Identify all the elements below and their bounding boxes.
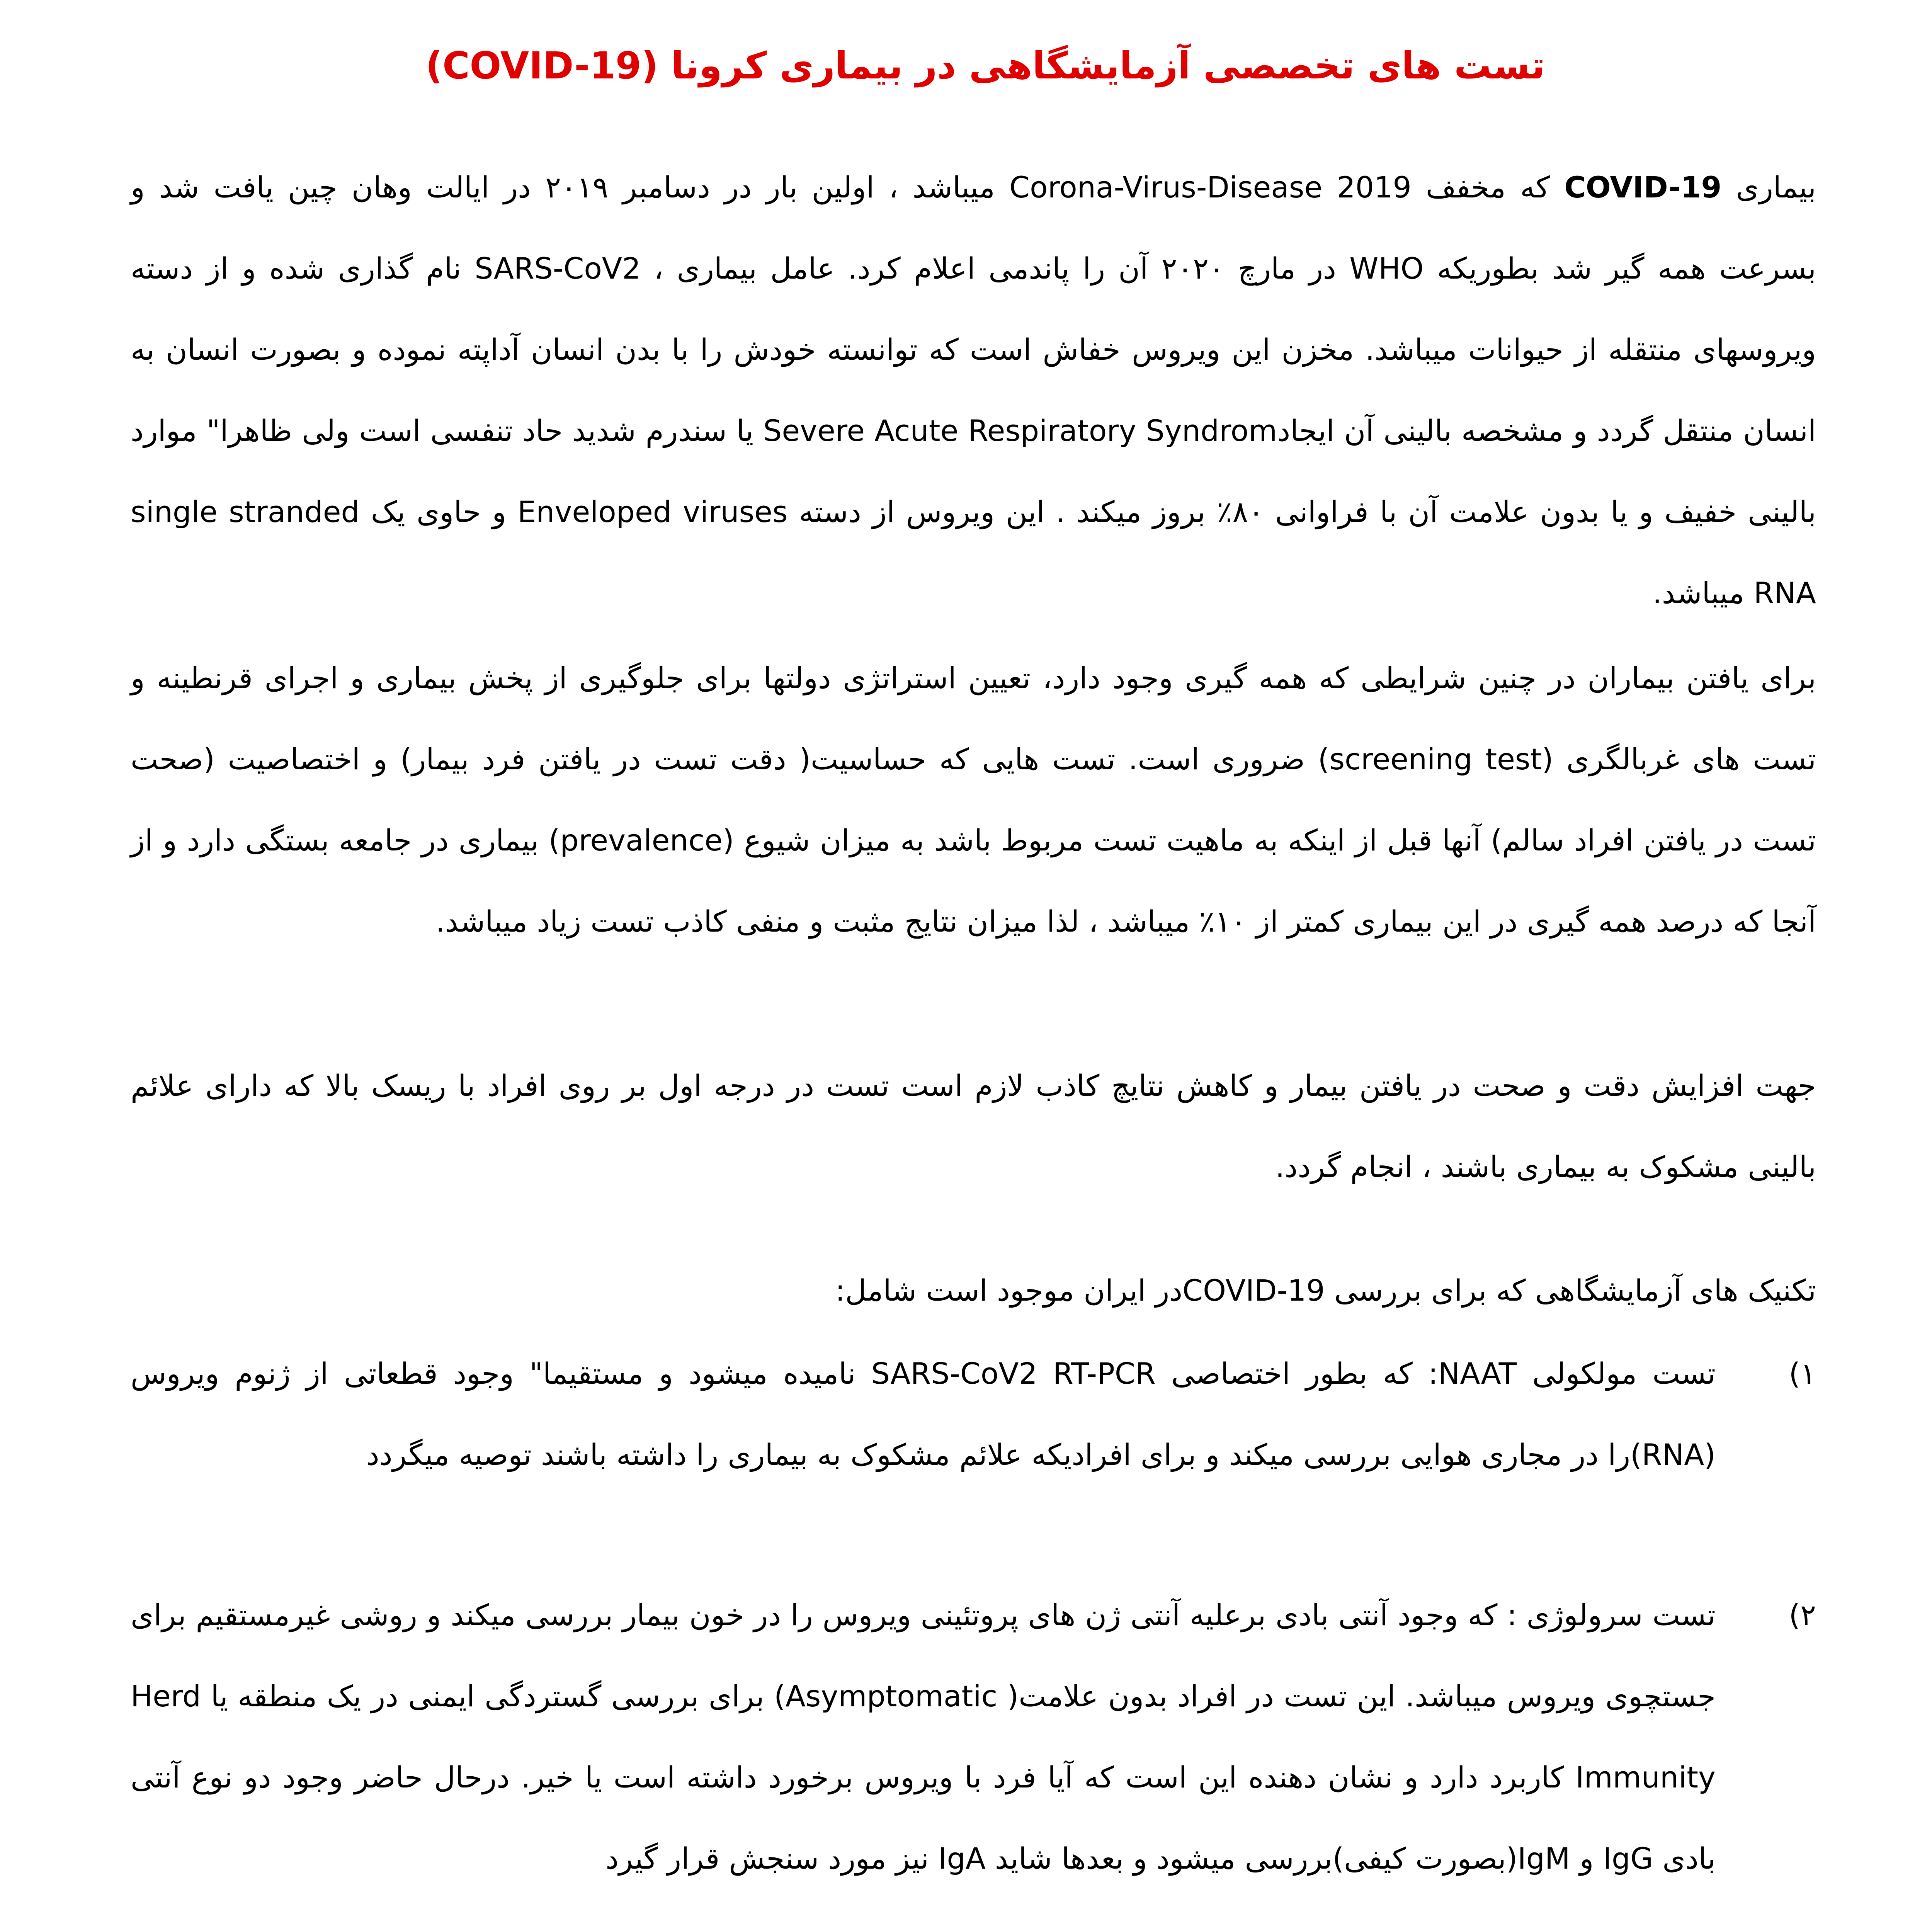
intro-text-rest: که مخفف Corona-Virus-Disease 2019 میباشد ، اولین بار در دسامبر ۲۰۱۹ در ایالت وهان چین یافت شد و بسرعت همه گیر شد بطوریکه WHO در مارچ ۲۰۲۰ آن را پاندمی اعلام کرد. عامل بیماری ، SARS-CoV2 نام گذاری شده و از دسته ویروسهای منتقله از حیوانات میباشد. مخزن این ویروس خفاش است که توانسته خودش را با بدن انسان آداپته نموده و بصورت انسان به انسان منتقل گردد و مشخصه بالینی آن ایجادSevere Acute Respiratory Syndrom یا سندرم شدید حاد تنفسی است ولی ظاهرا" موارد بالینی خفیف و یا بدون علامت آن با فراوانی ۸۰٪ بروز میکند . این ویروس از دسته Enveloped viruses و حاوی یک single stranded RNA میباشد. <box>131 170 1816 610</box>
page-title: تست های تخصصی آزمایشگاهی در بیماری کرونا (COVID-19) <box>425 44 1545 87</box>
list-item-number: ۲) <box>1789 1598 1816 1632</box>
accuracy-paragraph: جهت افزایش دقت و صحت در یافتن بیمار و کاهش نتایچ کاذب لازم است تست در درجه اول بر روی افراد با ریسک بالا که دارای علائم بالینی مشکوک به بیماری باشند ، انجام گردد. <box>131 1068 1816 1184</box>
intro-text-start: بیماری <box>1721 170 1816 204</box>
techniques-intro: تکنیک های آزمایشگاهی که برای بررسی COVID-19در ایران موجود است شامل: <box>835 1273 1816 1308</box>
screening-paragraph: برای یافتن بیماران در چنین شرایطی که همه گیری وجود دارد، تعیین استراتژی دولتها برای جلوگیری از پخش بیماری و اجرای قرنطینه و تست های غربالگری (screening test) ضروری است. تست هایی که حساسیت( دقت تست در یافتن فرد بیمار) و اختصاصیت (صحت تست در یافتن افراد سالم) آنها قبل از اینکه به ماهیت تست مربوط باشد به میزان شیوع (prevalence) بیماری در جامعه بستگی دارد و از آنجا که درصد همه گیری در این بیماری کمتر از ۱۰٪ میباشد ، لذا میزان نتایج مثبت و منفی کاذب تست زیاد میباشد. <box>131 661 1816 939</box>
list-item-number: ۱) <box>1789 1356 1816 1391</box>
covid-term-bold: COVID-19 <box>1564 170 1722 204</box>
intro-paragraph <box>131 147 1816 634</box>
list-item-text: تست سرولوژی : که وجود آنتی بادی برعلیه آنتی ژن های پروتئینی ویروس را در خون بیمار بررسی میکند و روشی غیرمستقیم برای جستچوی ویروس میباشد. این تست در افراد بدون علامت( Asymptomatic) برای بررسی گستردگی ایمنی در یک منطقه یا Herd Immunity کاربرد دارد و نشان دهنده این است که آیا فرد با ویروس برخورد داشته است یا خیر. درحال حاضر وجود دو نوع آنتی بادی IgG و IgM(بصورت کیفی)بررسی میشود و بعدها شاید IgA نیز مورد سنجش قرار گیرد <box>131 1598 1716 1876</box>
list-item-text: تست مولکولی NAAT: که بطور اختصاصی SARS-CoV2 RT-PCR نامیده میشود و مستقیما" وجود قطعاتی از ژنوم ویروس (RNA)را در مجاری هوایی بررسی میکند و برای افرادیکه علائم مشکوک به بیماری را داشته باشند توصیه میگردد <box>131 1356 1716 1472</box>
